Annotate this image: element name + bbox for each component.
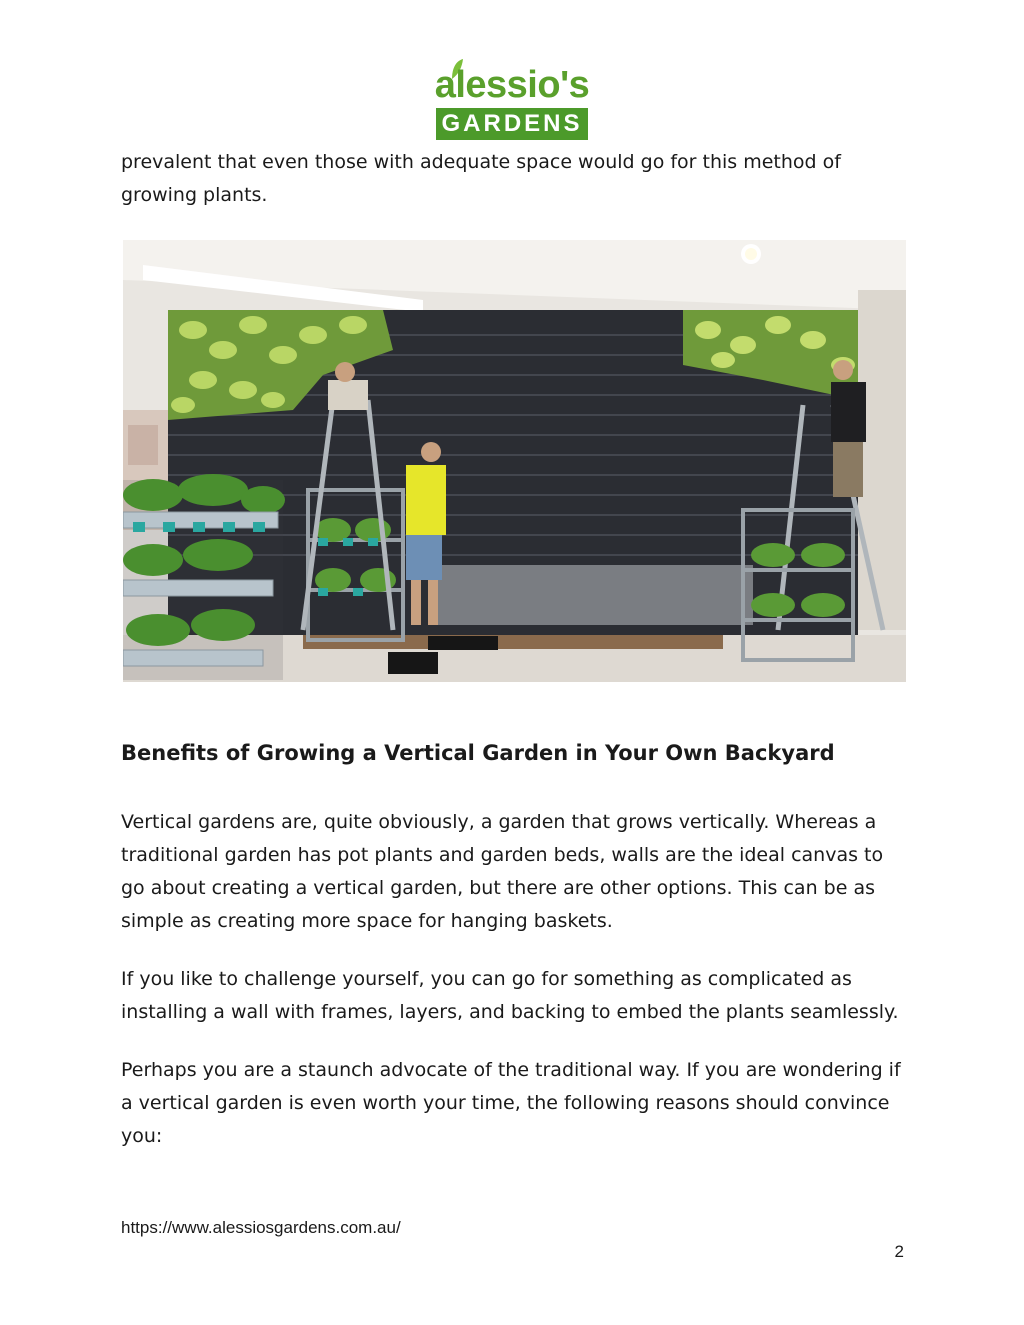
footer-url-link[interactable]: https://www.alessiosgardens.com.au/ [121,1218,401,1237]
vertical-garden-photo [123,240,906,682]
page-number: 2 [894,1242,904,1261]
brand-logo [432,60,592,142]
section-heading: Benefits of Growing a Vertical Garden in Your Own Backyard [121,741,835,765]
paragraph: If you like to challenge yourself, you can go for something as complicated as installing a wall with frames, layers, and backing to embed the plants seamlessly. [121,968,899,1023]
logo-band [436,108,588,140]
paragraph: Vertical gardens are, quite obviously, a garden that grows vertically. Whereas a traditional garden has pot plants and garden beds, walls are the ideal canvas to go about creating a vertical garden, but there are other options. This can be as simple as creating more space for hanging baskets. [121,811,884,932]
logo-wordmark: alessio's [434,64,590,106]
logo-band-text: GARDENS [441,110,583,137]
paragraph: Perhaps you are a staunch advocate of the traditional way. If you are wondering if a vertical garden is even worth your time, the following reasons should convince you: [121,1059,901,1147]
intro-paragraph: prevalent that even those with adequate space would go for this method of growing plants. [121,151,841,206]
